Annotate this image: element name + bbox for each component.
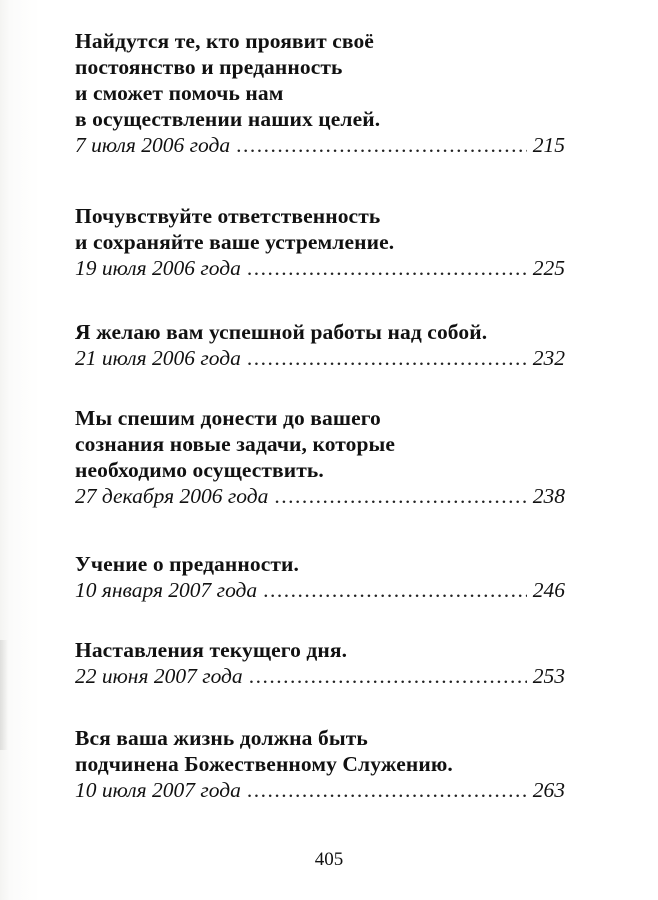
dot-leader — [274, 483, 526, 509]
entry-page-number: 238 — [532, 484, 565, 508]
entry-date: 19 июля 2006 года — [75, 256, 241, 280]
dot-leader — [263, 577, 527, 603]
entry-page-number: 253 — [532, 664, 565, 688]
entry-date: 22 июня 2007 года — [75, 664, 243, 688]
entry-page-number: 225 — [532, 256, 565, 280]
toc-entry — [75, 203, 575, 281]
toc-entry — [75, 405, 575, 509]
entry-page-number: 246 — [532, 578, 565, 602]
entry-date-line — [75, 132, 565, 158]
toc-entry — [75, 725, 575, 803]
entry-date: 10 января 2007 года — [75, 578, 258, 602]
toc-entry — [75, 28, 575, 158]
entry-page-number: 232 — [532, 346, 565, 370]
dot-leader — [247, 255, 527, 281]
gutter-shadow — [0, 640, 8, 750]
entry-date-line — [75, 577, 565, 603]
entry-title-line: Почувствуйте ответственность — [75, 204, 381, 228]
entry-date-line — [75, 663, 565, 689]
entry-page-number: 263 — [532, 778, 565, 802]
entry-title-line: и сможет помочь нам — [75, 81, 284, 105]
entry-title-line: сознания новые задачи, которые — [75, 432, 396, 456]
dot-leader — [247, 777, 527, 803]
page-number-footer: 405 — [314, 849, 344, 870]
entry-page-number: 215 — [532, 133, 565, 157]
entry-date-line — [75, 345, 565, 371]
entry-title-line: Наставления текущего дня. — [75, 638, 348, 662]
entry-title-line: Я желаю вам успешной работы над собой. — [75, 320, 488, 344]
entry-date: 27 декабря 2006 года — [75, 484, 269, 508]
dot-leader — [247, 345, 527, 371]
entry-title-line: постоянство и преданность — [75, 55, 343, 79]
entry-title-line: Найдутся те, кто проявит своё — [75, 29, 374, 53]
dot-leader — [249, 663, 527, 689]
entry-title-line: необходимо осуществить. — [75, 458, 324, 482]
entry-title-line: Мы спешим донести до вашего — [75, 406, 381, 430]
entry-title-line: Вся ваша жизнь должна быть — [75, 726, 368, 750]
entry-title-line: Учение о преданности. — [75, 552, 299, 576]
entry-title-line: и сохраняйте ваше устремление. — [75, 230, 395, 254]
entry-date: 21 июля 2006 года — [75, 346, 241, 370]
entry-date-line — [75, 777, 565, 803]
toc-entry — [75, 637, 575, 689]
toc-entry — [75, 551, 575, 603]
entry-date: 10 июля 2007 года — [75, 778, 241, 802]
entry-date-line — [75, 255, 565, 281]
toc-entry — [75, 319, 575, 371]
entry-date-line — [75, 483, 565, 509]
entry-date: 7 июля 2006 года — [75, 133, 231, 157]
entry-title-line: подчинена Божественному Служению. — [75, 752, 453, 776]
entry-title-line: в осуществлении наших целей. — [75, 107, 381, 131]
dot-leader — [236, 132, 527, 158]
